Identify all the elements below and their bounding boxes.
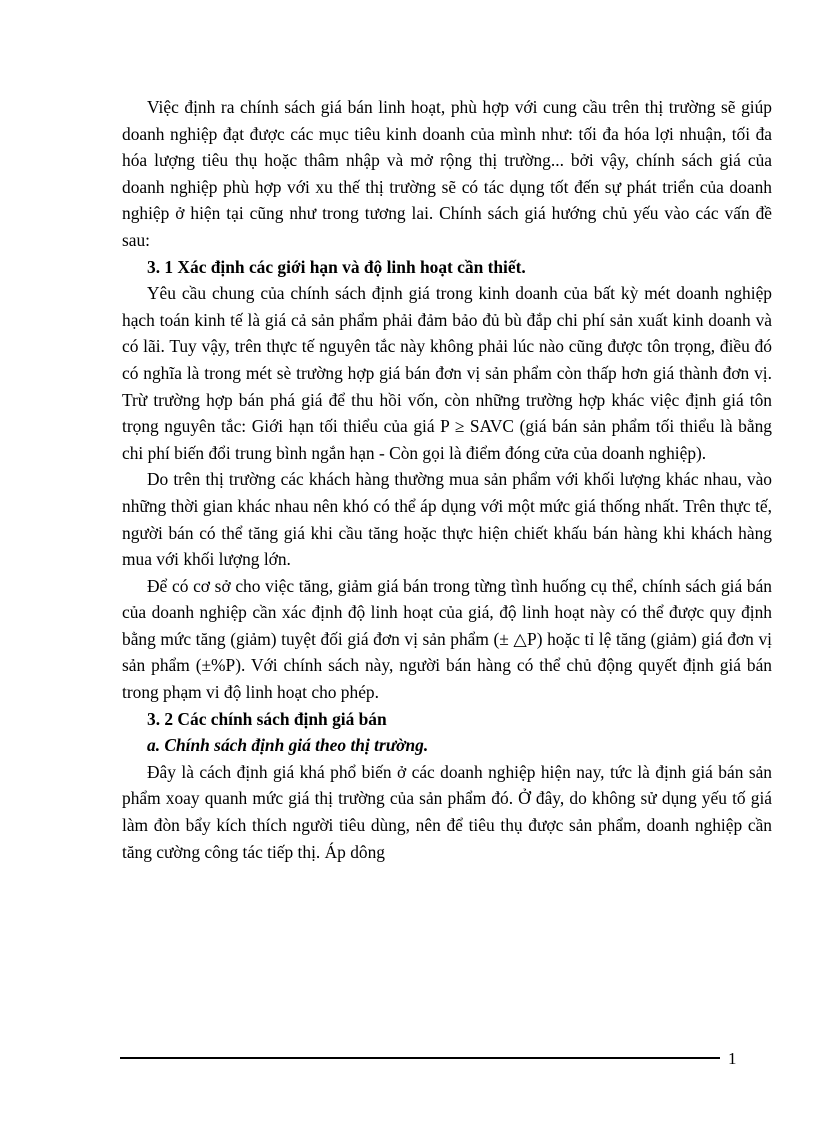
heading-3-1: 3. 1 Xác định các giới hạn và độ linh hoạt cần thiết. [147, 256, 526, 277]
paragraph-intro: Việc định ra chính sách giá bán linh hoạt, phù hợp với cung cầu trên thị trường sẽ giúp doanh nghiệp đạt được các mục tiêu kinh doanh của mình như: tối đa hóa lợi nhuận, tối đa hóa lượng tiêu thụ hoặc thâm nhập và mở rộng thị trường... bởi vậy, chính sách giá của doanh nghiệp phù hợp với xu thế thị trường sẽ có tác dụng tốt đến sự phát triển của doanh nghiệp ở hiện tại cũng như trong tương lai. Chính sách giá hướng chủ yếu vào các vấn đề sau: [122, 97, 772, 250]
paragraph-market-pricing: Đây là cách định giá khá phổ biến ở các doanh nghiệp hiện nay, tức là định giá bán sản phẩm xoay quanh mức giá thị trường của sản phẩm đó. Ở đây, do không sử dụng yếu tố giá làm đòn bẩy kích thích người tiêu dùng, nên để tiêu thụ được sản phẩm, doanh nghiệp cần tăng cường công tác tiếp thị. Áp dông [122, 761, 772, 862]
footer-divider [120, 1057, 720, 1059]
paragraph-customers: Do trên thị trường các khách hàng thường mua sản phẩm với khối lượng khác nhau, vào những thời gian khác nhau nên khó có thể áp dụng với một mức giá thống nhất. Trên thực tế, người bán có thể tăng giá khi cầu tăng hoặc thực hiện chiết khấu bán hàng khi khách hàng mua với khối lượng lớn. [122, 469, 772, 570]
heading-3-2: 3. 2 Các chính sách định giá bán [147, 708, 387, 729]
document-body [122, 94, 772, 865]
subheading-a: a. Chính sách định giá theo thị trường. [147, 735, 429, 756]
page-number: 1 [728, 1049, 737, 1068]
paragraph-flexibility: Để có cơ sở cho việc tăng, giảm giá bán trong từng tình huống cụ thể, chính sách giá bán của doanh nghiệp cần xác định độ linh hoạt của giá, độ linh hoạt này có thể được quy định bằng mức tăng (giảm) tuyệt đối giá đơn vị sản phẩm (± △P) hoặc tỉ lệ tăng (giảm) giá đơn vị sản phẩm (±%P). Với chính sách này, người bán hàng có thể chủ động quyết định giá bán trong phạm vi độ linh hoạt cho phép. [122, 575, 772, 703]
paragraph-requirements: Yêu cầu chung của chính sách định giá trong kinh doanh của bất kỳ mét doanh nghiệp hạch toán kinh tế là giá cả sản phẩm phải đảm bảo đủ bù đắp chi phí sản xuất kinh doanh và có lãi. Tuy vậy, trên thực tế nguyên tắc này không phải lúc nào cũng được tôn trọng, điều đó có nghĩa là trong mét sè trường hợp giá bán đơn vị sản phẩm còn thấp hơn giá thành đơn vị. Trừ trường hợp bán phá giá để thu hồi vốn, còn những trường hợp khác việc định giá tôn trọng nguyên tắc: Giới hạn tối thiểu của giá P ≥ SAVC (giá bán sản phẩm tối thiểu là bằng chi phí biến đổi trung bình ngắn hạn - Còn gọi là điểm đóng cửa của doanh nghiệp). [122, 283, 772, 463]
